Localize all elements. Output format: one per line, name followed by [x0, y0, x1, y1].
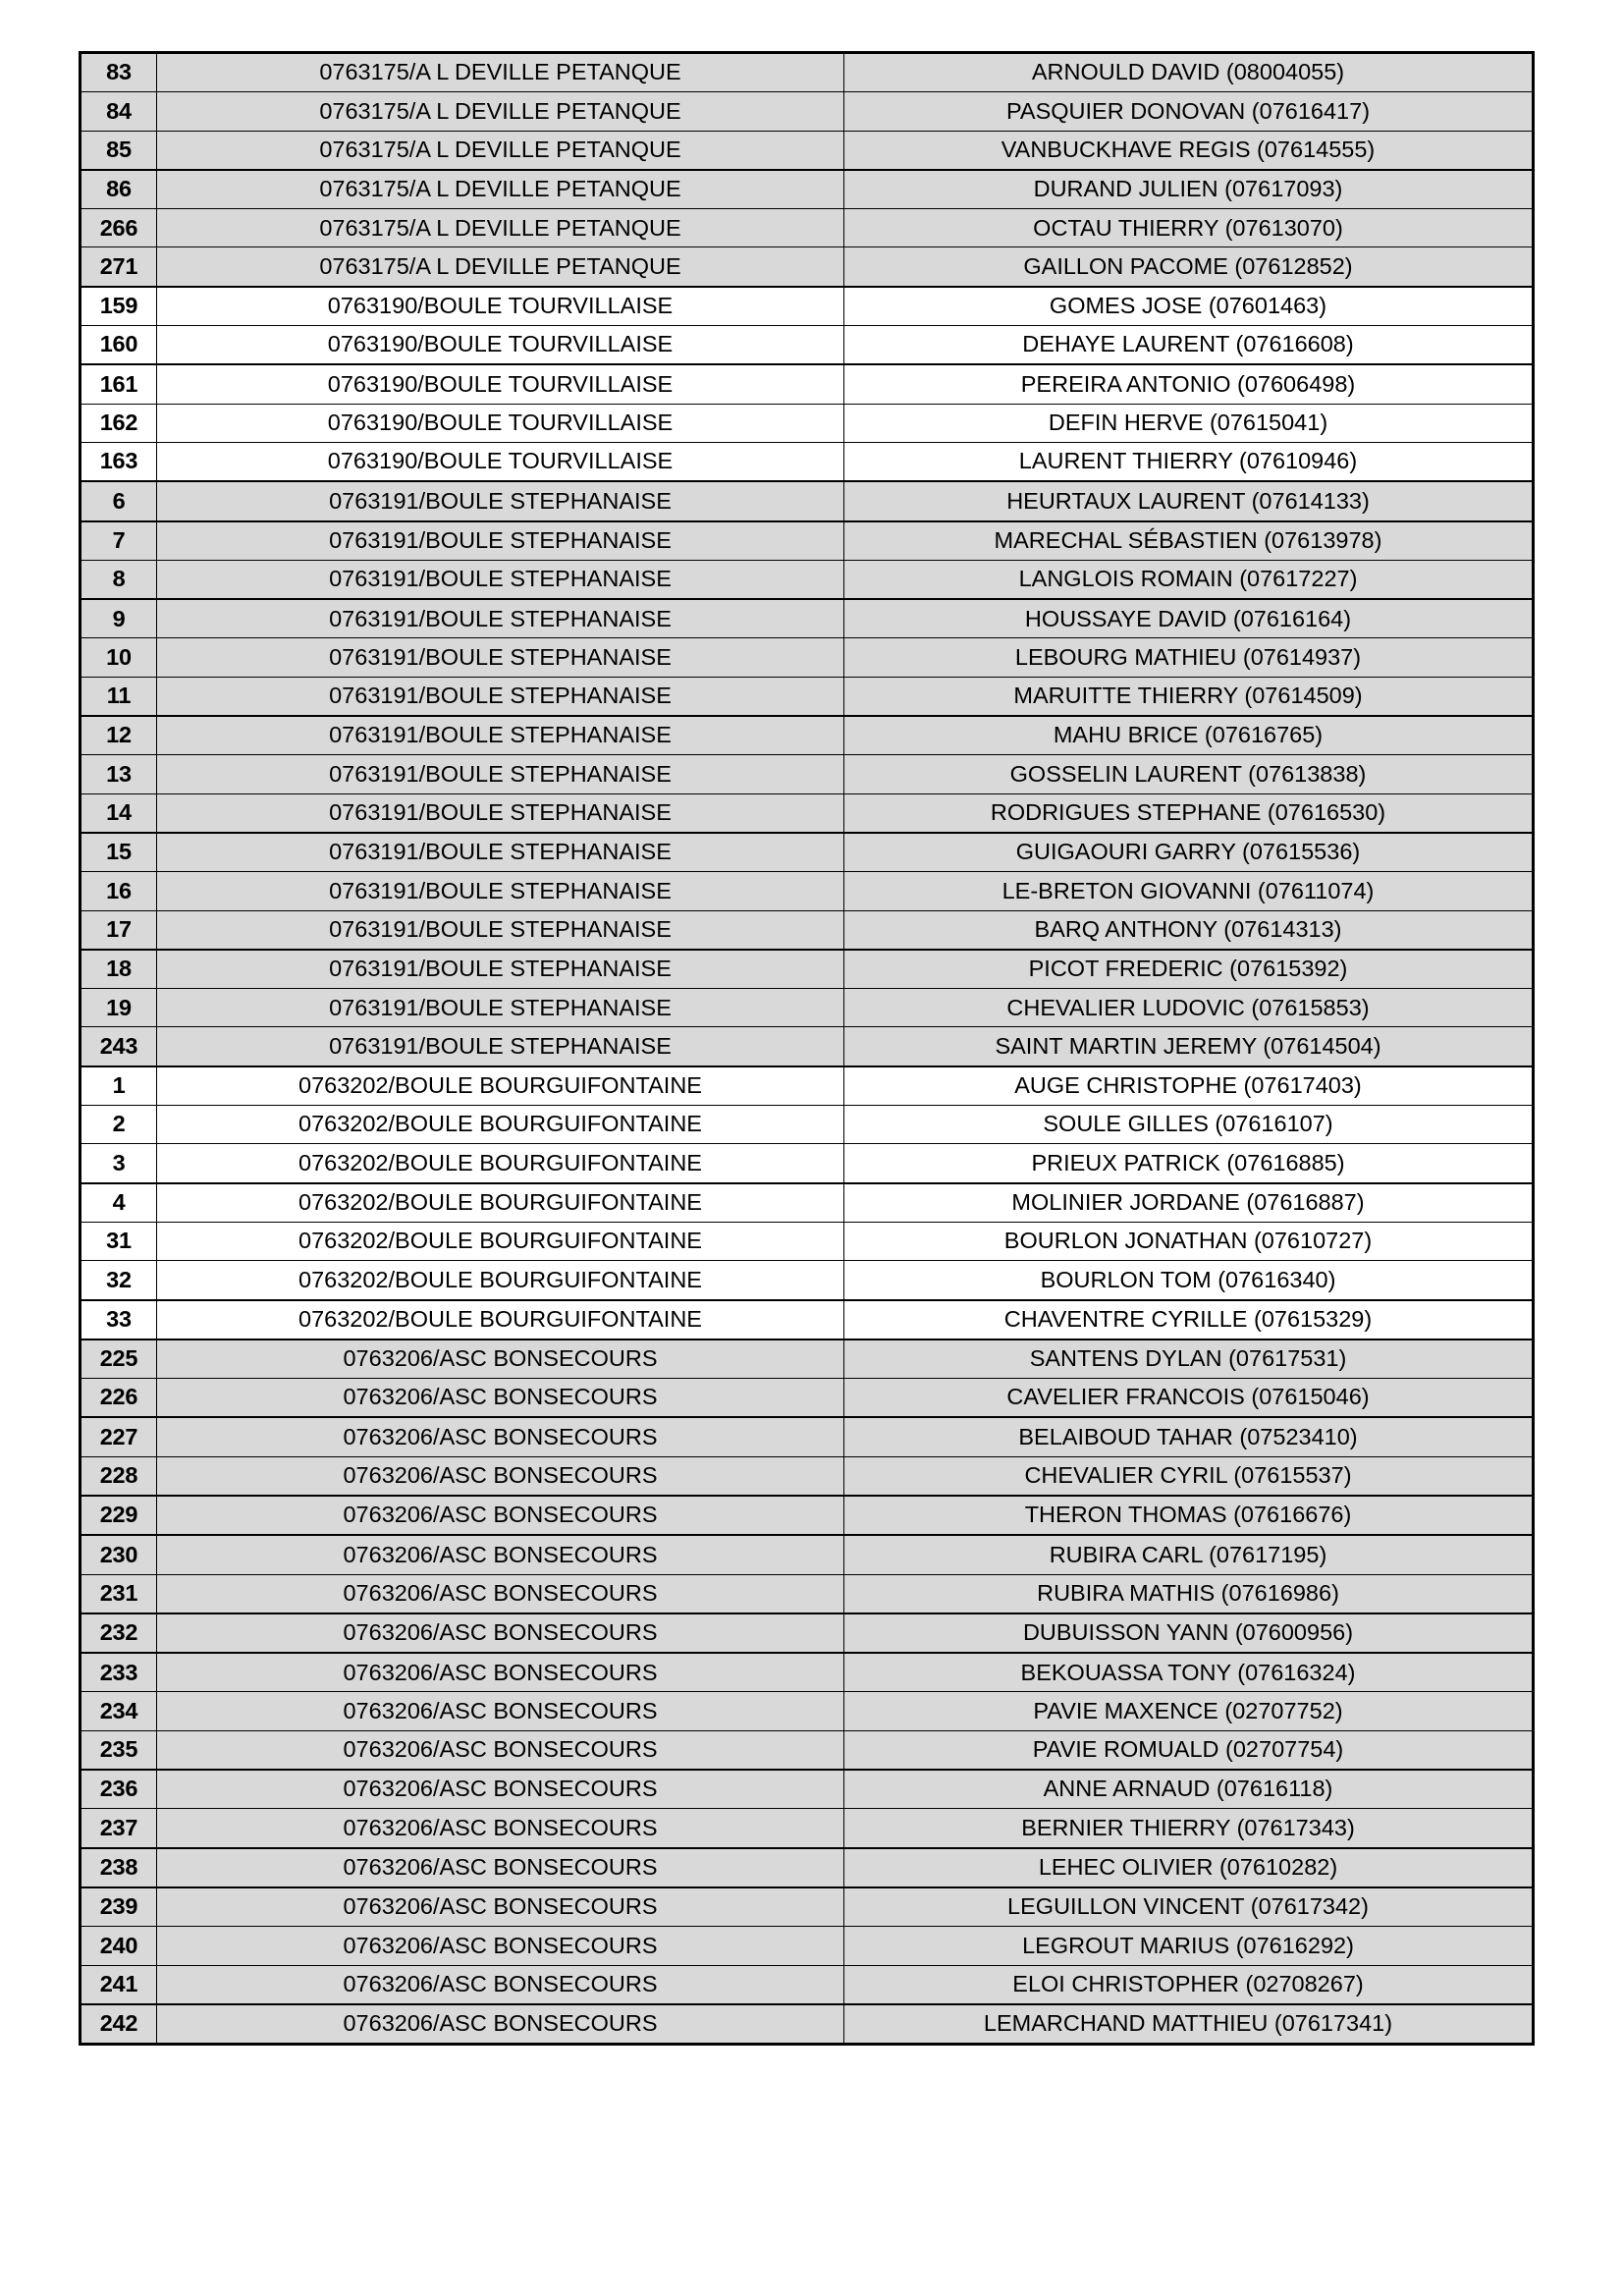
player-name-cell: MAHU BRICE (07616765) [844, 716, 1534, 755]
club-name-cell: 0763190/BOULE TOURVILLAISE [157, 364, 844, 404]
table-row [81, 1535, 1534, 1574]
table-row [81, 1417, 1534, 1456]
table-row [81, 1339, 1534, 1379]
club-name-cell: 0763191/BOULE STEPHANAISE [157, 755, 844, 793]
row-number-cell: 2 [81, 1106, 157, 1144]
table-row [81, 755, 1534, 793]
table-row [81, 404, 1534, 442]
club-name-cell: 0763206/ASC BONSECOURS [157, 1339, 844, 1379]
row-number-cell: 236 [81, 1770, 157, 1809]
table-row [81, 1809, 1534, 1848]
club-name-cell: 0763175/A L DEVILLE PETANQUE [157, 53, 844, 92]
club-name-cell: 0763206/ASC BONSECOURS [157, 1730, 844, 1770]
table-row [81, 92, 1534, 131]
player-name-cell: LE-BRETON GIOVANNI (07611074) [844, 872, 1534, 910]
table-row [81, 1965, 1534, 2004]
club-name-cell: 0763206/ASC BONSECOURS [157, 1887, 844, 1927]
club-name-cell: 0763202/BOULE BOURGUIFONTAINE [157, 1066, 844, 1106]
player-name-cell: GAILLON PACOME (07612852) [844, 247, 1534, 287]
club-name-cell: 0763206/ASC BONSECOURS [157, 1770, 844, 1809]
player-name-cell: SANTENS DYLAN (07617531) [844, 1339, 1534, 1379]
club-name-cell: 0763191/BOULE STEPHANAISE [157, 481, 844, 520]
table-row [81, 989, 1534, 1027]
club-name-cell: 0763191/BOULE STEPHANAISE [157, 989, 844, 1027]
row-number-cell: 14 [81, 793, 157, 833]
table-row [81, 326, 1534, 365]
club-name-cell: 0763202/BOULE BOURGUIFONTAINE [157, 1183, 844, 1223]
club-name-cell: 0763191/BOULE STEPHANAISE [157, 716, 844, 755]
player-name-cell: CHAVENTRE CYRILLE (07615329) [844, 1300, 1534, 1339]
row-number-cell: 12 [81, 716, 157, 755]
club-name-cell: 0763191/BOULE STEPHANAISE [157, 950, 844, 989]
table-row [81, 481, 1534, 520]
table-row [81, 1144, 1534, 1183]
club-name-cell: 0763202/BOULE BOURGUIFONTAINE [157, 1222, 844, 1260]
club-name-cell: 0763190/BOULE TOURVILLAISE [157, 442, 844, 481]
club-name-cell: 0763191/BOULE STEPHANAISE [157, 599, 844, 638]
table-row [81, 209, 1534, 247]
row-number-cell: 3 [81, 1144, 157, 1183]
club-name-cell: 0763206/ASC BONSECOURS [157, 1496, 844, 1535]
row-number-cell: 228 [81, 1456, 157, 1496]
club-name-cell: 0763190/BOULE TOURVILLAISE [157, 326, 844, 365]
club-name-cell: 0763202/BOULE BOURGUIFONTAINE [157, 1261, 844, 1300]
table-row [81, 1027, 1534, 1066]
table-row [81, 950, 1534, 989]
row-number-cell: 230 [81, 1535, 157, 1574]
table-row [81, 560, 1534, 599]
club-name-cell: 0763206/ASC BONSECOURS [157, 1535, 844, 1574]
row-number-cell: 159 [81, 287, 157, 326]
row-number-cell: 235 [81, 1730, 157, 1770]
table-row [81, 1456, 1534, 1496]
player-name-cell: LEHEC OLIVIER (07610282) [844, 1848, 1534, 1887]
club-name-cell: 0763202/BOULE BOURGUIFONTAINE [157, 1300, 844, 1339]
club-name-cell: 0763191/BOULE STEPHANAISE [157, 638, 844, 677]
row-number-cell: 238 [81, 1848, 157, 1887]
club-name-cell: 0763191/BOULE STEPHANAISE [157, 833, 844, 872]
player-name-cell: PRIEUX PATRICK (07616885) [844, 1144, 1534, 1183]
player-name-cell: DURAND JULIEN (07617093) [844, 170, 1534, 209]
row-number-cell: 239 [81, 1887, 157, 1927]
table-row [81, 287, 1534, 326]
player-name-cell: PICOT FREDERIC (07615392) [844, 950, 1534, 989]
player-name-cell: SAINT MARTIN JEREMY (07614504) [844, 1027, 1534, 1066]
player-name-cell: RODRIGUES STEPHANE (07616530) [844, 793, 1534, 833]
player-name-cell: DEHAYE LAURENT (07616608) [844, 326, 1534, 365]
row-number-cell: 225 [81, 1339, 157, 1379]
row-number-cell: 11 [81, 677, 157, 716]
table-row [81, 1613, 1534, 1653]
club-name-cell: 0763206/ASC BONSECOURS [157, 2004, 844, 2045]
player-name-cell: DEFIN HERVE (07615041) [844, 404, 1534, 442]
player-name-cell: LEMARCHAND MATTHIEU (07617341) [844, 2004, 1534, 2045]
row-number-cell: 231 [81, 1574, 157, 1613]
player-name-cell: GOMES JOSE (07601463) [844, 287, 1534, 326]
table-row [81, 1848, 1534, 1887]
table-row [81, 1770, 1534, 1809]
row-number-cell: 19 [81, 989, 157, 1027]
table-row [81, 53, 1534, 92]
row-number-cell: 241 [81, 1965, 157, 2004]
club-name-cell: 0763206/ASC BONSECOURS [157, 1927, 844, 1965]
table-row [81, 1653, 1534, 1692]
club-name-cell: 0763175/A L DEVILLE PETANQUE [157, 209, 844, 247]
table-row [81, 1379, 1534, 1418]
club-name-cell: 0763191/BOULE STEPHANAISE [157, 560, 844, 599]
player-name-cell: BOURLON JONATHAN (07610727) [844, 1222, 1534, 1260]
club-name-cell: 0763191/BOULE STEPHANAISE [157, 1027, 844, 1066]
row-number-cell: 229 [81, 1496, 157, 1535]
player-name-cell: BOURLON TOM (07616340) [844, 1261, 1534, 1300]
club-name-cell: 0763191/BOULE STEPHANAISE [157, 677, 844, 716]
player-name-cell: LAURENT THIERRY (07610946) [844, 442, 1534, 481]
row-number-cell: 32 [81, 1261, 157, 1300]
player-name-cell: LEBOURG MATHIEU (07614937) [844, 638, 1534, 677]
row-number-cell: 6 [81, 481, 157, 520]
table-row [81, 1106, 1534, 1144]
row-number-cell: 242 [81, 2004, 157, 2045]
table-row [81, 364, 1534, 404]
table-row [81, 1730, 1534, 1770]
club-name-cell: 0763206/ASC BONSECOURS [157, 1379, 844, 1418]
table-row [81, 910, 1534, 950]
table-row [81, 131, 1534, 170]
table-row [81, 1496, 1534, 1535]
roster-table-container [79, 51, 1532, 2046]
table-row [81, 833, 1534, 872]
row-number-cell: 160 [81, 326, 157, 365]
row-number-cell: 1 [81, 1066, 157, 1106]
player-name-cell: CHEVALIER CYRIL (07615537) [844, 1456, 1534, 1496]
club-name-cell: 0763206/ASC BONSECOURS [157, 1417, 844, 1456]
player-name-cell: OCTAU THIERRY (07613070) [844, 209, 1534, 247]
row-number-cell: 266 [81, 209, 157, 247]
club-name-cell: 0763191/BOULE STEPHANAISE [157, 910, 844, 950]
row-number-cell: 240 [81, 1927, 157, 1965]
row-number-cell: 15 [81, 833, 157, 872]
row-number-cell: 10 [81, 638, 157, 677]
table-row [81, 1887, 1534, 1927]
table-row [81, 1066, 1534, 1106]
table-row [81, 1261, 1534, 1300]
row-number-cell: 161 [81, 364, 157, 404]
row-number-cell: 233 [81, 1653, 157, 1692]
row-number-cell: 243 [81, 1027, 157, 1066]
club-name-cell: 0763190/BOULE TOURVILLAISE [157, 287, 844, 326]
table-row [81, 1222, 1534, 1260]
player-name-cell: BEKOUASSA TONY (07616324) [844, 1653, 1534, 1692]
table-row [81, 599, 1534, 638]
row-number-cell: 163 [81, 442, 157, 481]
player-name-cell: HEURTAUX LAURENT (07614133) [844, 481, 1534, 520]
club-name-cell: 0763206/ASC BONSECOURS [157, 1613, 844, 1653]
club-name-cell: 0763175/A L DEVILLE PETANQUE [157, 170, 844, 209]
table-row [81, 677, 1534, 716]
player-name-cell: BERNIER THIERRY (07617343) [844, 1809, 1534, 1848]
club-name-cell: 0763175/A L DEVILLE PETANQUE [157, 247, 844, 287]
club-name-cell: 0763175/A L DEVILLE PETANQUE [157, 92, 844, 131]
row-number-cell: 13 [81, 755, 157, 793]
player-name-cell: RUBIRA MATHIS (07616986) [844, 1574, 1534, 1613]
player-name-cell: DUBUISSON YANN (07600956) [844, 1613, 1534, 1653]
club-name-cell: 0763202/BOULE BOURGUIFONTAINE [157, 1106, 844, 1144]
table-row [81, 1927, 1534, 1965]
table-row [81, 1574, 1534, 1613]
row-number-cell: 237 [81, 1809, 157, 1848]
player-name-cell: LEGROUT MARIUS (07616292) [844, 1927, 1534, 1965]
table-row [81, 247, 1534, 287]
club-name-cell: 0763206/ASC BONSECOURS [157, 1456, 844, 1496]
table-row [81, 638, 1534, 677]
club-name-cell: 0763206/ASC BONSECOURS [157, 1848, 844, 1887]
table-row [81, 2004, 1534, 2045]
row-number-cell: 84 [81, 92, 157, 131]
player-name-cell: PEREIRA ANTONIO (07606498) [844, 364, 1534, 404]
player-name-cell: GUIGAOURI GARRY (07615536) [844, 833, 1534, 872]
player-name-cell: MOLINIER JORDANE (07616887) [844, 1183, 1534, 1223]
player-name-cell: CAVELIER FRANCOIS (07615046) [844, 1379, 1534, 1418]
player-name-cell: BELAIBOUD TAHAR (07523410) [844, 1417, 1534, 1456]
player-name-cell: PASQUIER DONOVAN (07616417) [844, 92, 1534, 131]
player-name-cell: AUGE CHRISTOPHE (07617403) [844, 1066, 1534, 1106]
player-name-cell: MARUITTE THIERRY (07614509) [844, 677, 1534, 716]
roster-table [79, 51, 1535, 2046]
player-name-cell: RUBIRA CARL (07617195) [844, 1535, 1534, 1574]
row-number-cell: 226 [81, 1379, 157, 1418]
club-name-cell: 0763191/BOULE STEPHANAISE [157, 521, 844, 561]
club-name-cell: 0763191/BOULE STEPHANAISE [157, 793, 844, 833]
table-row [81, 1183, 1534, 1223]
row-number-cell: 16 [81, 872, 157, 910]
player-name-cell: HOUSSAYE DAVID (07616164) [844, 599, 1534, 638]
player-name-cell: PAVIE ROMUALD (02707754) [844, 1730, 1534, 1770]
row-number-cell: 18 [81, 950, 157, 989]
player-name-cell: ANNE ARNAUD (07616118) [844, 1770, 1534, 1809]
club-name-cell: 0763202/BOULE BOURGUIFONTAINE [157, 1144, 844, 1183]
row-number-cell: 271 [81, 247, 157, 287]
club-name-cell: 0763206/ASC BONSECOURS [157, 1574, 844, 1613]
row-number-cell: 33 [81, 1300, 157, 1339]
player-name-cell: THERON THOMAS (07616676) [844, 1496, 1534, 1535]
row-number-cell: 7 [81, 521, 157, 561]
table-row [81, 793, 1534, 833]
table-row [81, 442, 1534, 481]
club-name-cell: 0763206/ASC BONSECOURS [157, 1653, 844, 1692]
table-row [81, 716, 1534, 755]
table-row [81, 170, 1534, 209]
row-number-cell: 31 [81, 1222, 157, 1260]
roster-table-body [81, 53, 1534, 2045]
row-number-cell: 83 [81, 53, 157, 92]
row-number-cell: 4 [81, 1183, 157, 1223]
player-name-cell: MARECHAL SÉBASTIEN (07613978) [844, 521, 1534, 561]
table-row [81, 521, 1534, 561]
club-name-cell: 0763206/ASC BONSECOURS [157, 1692, 844, 1730]
row-number-cell: 86 [81, 170, 157, 209]
player-name-cell: BARQ ANTHONY (07614313) [844, 910, 1534, 950]
player-name-cell: LEGUILLON VINCENT (07617342) [844, 1887, 1534, 1927]
player-name-cell: SOULE GILLES (07616107) [844, 1106, 1534, 1144]
player-name-cell: GOSSELIN LAURENT (07613838) [844, 755, 1534, 793]
player-name-cell: VANBUCKHAVE REGIS (07614555) [844, 131, 1534, 170]
player-name-cell: PAVIE MAXENCE (02707752) [844, 1692, 1534, 1730]
club-name-cell: 0763175/A L DEVILLE PETANQUE [157, 131, 844, 170]
row-number-cell: 9 [81, 599, 157, 638]
player-name-cell: LANGLOIS ROMAIN (07617227) [844, 560, 1534, 599]
club-name-cell: 0763190/BOULE TOURVILLAISE [157, 404, 844, 442]
club-name-cell: 0763206/ASC BONSECOURS [157, 1809, 844, 1848]
row-number-cell: 234 [81, 1692, 157, 1730]
row-number-cell: 232 [81, 1613, 157, 1653]
row-number-cell: 162 [81, 404, 157, 442]
row-number-cell: 8 [81, 560, 157, 599]
player-name-cell: ELOI CHRISTOPHER (02708267) [844, 1965, 1534, 2004]
row-number-cell: 227 [81, 1417, 157, 1456]
player-name-cell: CHEVALIER LUDOVIC (07615853) [844, 989, 1534, 1027]
table-row [81, 1300, 1534, 1339]
club-name-cell: 0763191/BOULE STEPHANAISE [157, 872, 844, 910]
row-number-cell: 85 [81, 131, 157, 170]
table-row [81, 872, 1534, 910]
table-row [81, 1692, 1534, 1730]
player-name-cell: ARNOULD DAVID (08004055) [844, 53, 1534, 92]
row-number-cell: 17 [81, 910, 157, 950]
club-name-cell: 0763206/ASC BONSECOURS [157, 1965, 844, 2004]
